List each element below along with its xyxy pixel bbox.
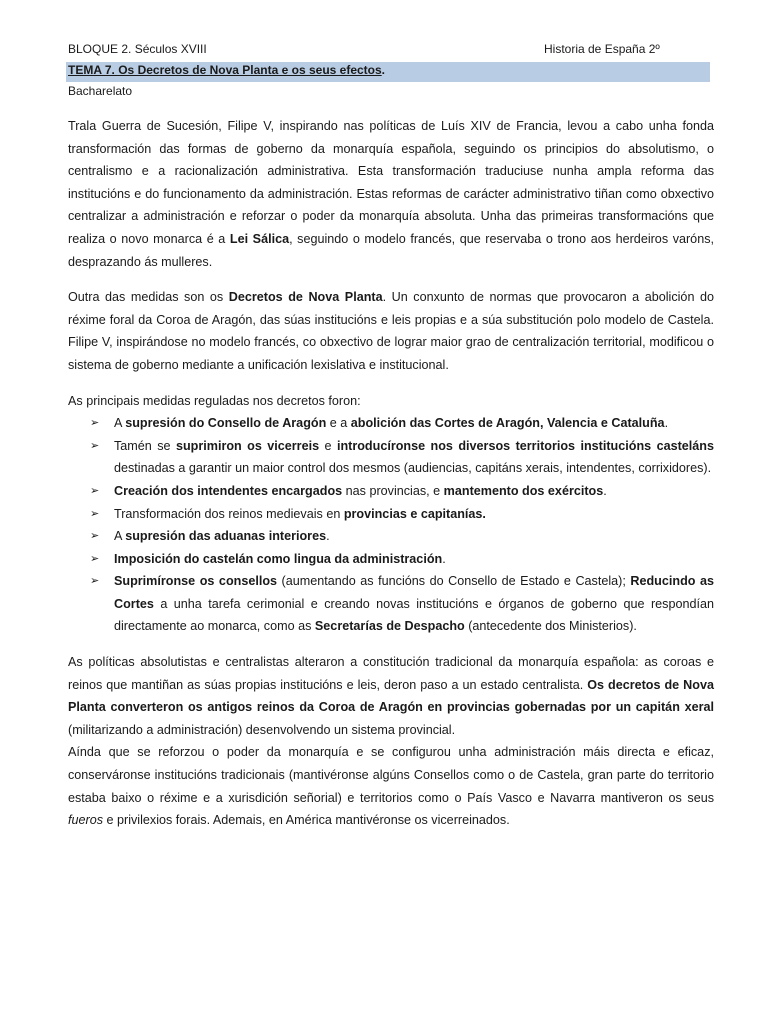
list-item-bold: Imposición do castelán como lingua da administración [114, 551, 443, 566]
list-item-text: A [114, 416, 126, 431]
list-item [68, 525, 714, 548]
list-item-text: (aumentando as funcións do Consello de Estado e Castela); [277, 574, 631, 589]
list-item-text: e a [326, 416, 351, 431]
document-body [68, 115, 714, 832]
list-item-bold: Reducindo as Cortes [114, 574, 714, 611]
paragraph-1-text: Trala Guerra de Sucesión, Filipe V, inspirando nas políticas de Luís XIV de Francia, levou a cabo unha fonda transformación das formas de goberno da monarquía española, seguindo os principios do absolutismo, o centralismo e a racionalización administrativa. Esta transformación traduciuse nunha ampla reforma das institucións e do funcionamento da administración. Estas reformas de carácter administrativo tiñan como obxectivo centralizar a administración e reforzar o poder da monarquía absoluta. Unha das primeiras transformacións que realiza o novo monarca é a [68, 119, 714, 246]
list-item-bold: suprimiron os vicerreis [175, 438, 320, 453]
list-item-text: . [442, 551, 446, 566]
paragraph-4-italic: fueros [68, 813, 104, 828]
paragraph-2-text-end: . Un conxunto de normas que provocaron a abolición do réxime foral da Coroa de Aragón, das súas institucións e leis propias e a súa substitución polo modelo de Castela. Filipe V, inspirándose no modelo francés, co obxectivo de lograr maior grao de centralización territorial, modificou o sistema de goberno mediante a unificación lexislativa e institucional. [68, 290, 714, 372]
paragraph-4 [68, 741, 714, 831]
education-level: Bacharelato [68, 84, 133, 98]
list-item-bold: provincias e capitanías. [343, 506, 486, 521]
list-item-bold: supresión do Consello de Aragón [125, 416, 327, 431]
paragraph-4-text-end: e privilexios forais. Ademais, en América mantivéronse os vicerreinados. [103, 813, 510, 828]
list-item-bold: mantemento dos exércitos [443, 483, 604, 498]
paragraph-3 [68, 651, 714, 741]
measures-section [68, 390, 714, 639]
list-item-text: . [664, 416, 669, 431]
list-item [68, 570, 714, 638]
list-item [68, 503, 714, 526]
paragraph-3-bold: Os decretos de Nova Planta converteron os antigos reinos da Coroa de Aragón en provincias gobernadas por un capitán xeral [68, 677, 714, 715]
list-item-text: e [319, 438, 337, 453]
arrow-bullet-icon: ➢ [90, 438, 100, 452]
measures-intro: As principais medidas reguladas nos decretos foron: [68, 393, 361, 408]
paragraph-1 [68, 115, 714, 273]
arrow-bullet-icon: ➢ [90, 574, 100, 588]
list-item-bold: introducíronse nos diversos territorios institucións casteláns [336, 438, 714, 453]
topic-title: TEMA 7. Os Decretos de Nova Planta e os seus efectos [68, 63, 382, 77]
paragraph-2-bold: Decretos de Nova Planta [228, 290, 383, 305]
list-item-text: a unha tarefa cerimonial e creando novas institucións e órganos de goberno que respondían directamente ao monarca, como as [114, 596, 714, 634]
list-item-text: A [114, 529, 126, 544]
arrow-bullet-icon: ➢ [90, 416, 100, 430]
list-item-text: Transformación dos reinos medievais en [114, 506, 344, 521]
paragraph-2-text: Outra das medidas son os [68, 290, 229, 305]
paragraph-1-text-end: , seguindo o modelo francés, que reservaba o trono aos herdeiros varóns, desprazando ás mulleres. [68, 231, 714, 269]
topic-title-period: . [381, 63, 386, 77]
arrow-bullet-icon: ➢ [90, 483, 100, 497]
list-item-bold: abolición das Cortes de Aragón, Valencia e Cataluña [350, 416, 665, 431]
arrow-bullet-icon: ➢ [90, 551, 100, 565]
list-item-text: nas provincias, e [342, 483, 444, 498]
list-item-text: . [603, 483, 607, 498]
list-item-bold: Suprimíronse os consellos [114, 574, 278, 589]
list-item-bold: Secretarías de Despacho [314, 619, 465, 634]
list-item [68, 435, 714, 480]
arrow-bullet-icon: ➢ [90, 506, 100, 520]
paragraph-3-text: As políticas absolutistas e centralistas alteraron a constitución tradicional da monarquía española: as coroas e reinos que mantiñan as súas propias institucións e leis, deron paso a un estado centralista. [68, 655, 714, 692]
measures-list [68, 412, 714, 638]
paragraph-2 [68, 286, 714, 376]
list-item-text: Tamén se [114, 438, 176, 453]
header-block-label: BLOQUE 2. Séculos XVIII [68, 42, 207, 56]
paragraph-1-bold: Lei Sálica [229, 231, 290, 246]
list-item-bold: supresión das aduanas interiores [125, 529, 327, 544]
list-item-bold: Creación dos intendentes encargados [114, 483, 343, 498]
topic-title-bar [66, 62, 710, 82]
list-item-text: . [326, 529, 330, 544]
list-item-text: destinadas a garantir un maior control dos mesmos (audiencias, capitáns xerais, intendentes, corrixidores). [114, 461, 712, 476]
list-item [68, 480, 714, 503]
list-item [68, 548, 714, 571]
paragraph-3-text-end: (militarizando a administración) desenvolvendo un sistema provincial. [68, 722, 456, 737]
header-subject: Historia de España 2º [544, 42, 660, 56]
paragraph-4-text: Aínda que se reforzou o poder da monarquía e se configurou unha administración máis directa e eficaz, conserváronse institucións tradicionais (mantivéronse algúns Consellos como o de Castela, gran parte do territorio estaba baixo o réxime e a xurisdición señorial) e territorios como o País Vasco e Navarra mantiveron os seus [68, 745, 714, 805]
list-item-text: (antecedente dos Ministerios). [464, 619, 637, 634]
arrow-bullet-icon: ➢ [90, 529, 100, 543]
list-item [68, 412, 714, 435]
page-header [68, 40, 714, 58]
